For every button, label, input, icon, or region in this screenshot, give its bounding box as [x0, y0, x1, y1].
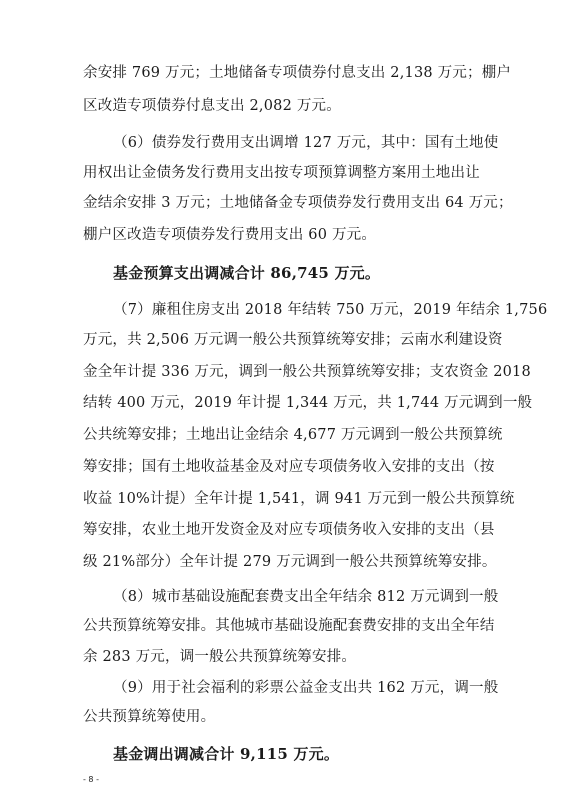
- paragraph-7-start: （7）廉租住房支出 2018 年结转 750 万元，2019 年结余 1,756: [113, 302, 548, 318]
- text-line: 余 283 万元，调一般公共预算统筹安排。: [83, 649, 357, 665]
- text-line: 结转 400 万元，2019 年计提 1,344 万元，共 1,744 万元调到一般: [83, 395, 533, 411]
- fund-transfer-total: 基金调出调减合计 9,115 万元。: [113, 745, 340, 763]
- paragraph-8-start: （8）城市基础设施配套费支出全年结余 812 万元调到一般: [113, 589, 499, 605]
- page-number: - 8 -: [83, 775, 99, 784]
- text-line: 用权出让金债务发行费用支出按专项预算调整方案用土地出让: [83, 165, 480, 181]
- text-line: 筹安排，农业土地开发资金及对应专项债务收入安排的支出（县: [83, 522, 495, 538]
- text-line: 收益 10%计提）全年计提 1,541，调 941 万元到一般公共预算统: [83, 491, 515, 507]
- paragraph-9-start: （9）用于社会福利的彩票公益金支出共 162 万元，调一般: [113, 680, 499, 696]
- text-line: 公共统筹安排；土地出让金结余 4,677 万元调到一般公共预算统: [83, 427, 503, 443]
- text-line: 筹安排；国有土地收益基金及对应专项债务收入安排的支出（按: [83, 459, 495, 475]
- text-line: 万元，共 2,506 万元调一般公共预算统筹安排；云南水利建设资: [83, 332, 503, 348]
- text-line: 公共预算统筹安排。其他城市基础设施配套费安排的支出全年结: [83, 618, 495, 634]
- text-line: 余安排 769 万元；土地储备专项债券付息支出 2,138 万元；棚户: [83, 65, 512, 81]
- text-line: 区改造专项债券付息支出 2,082 万元。: [83, 98, 341, 114]
- text-line: 棚户区改造专项债券发行费用支出 60 万元。: [83, 227, 377, 243]
- fund-budget-expenditure-total: 基金预算支出调减合计 86,745 万元。: [113, 264, 381, 282]
- text-line: 级 21%部分）全年计提 279 万元调到一般公共预算统筹安排。: [83, 554, 497, 570]
- text-line: 金结余安排 3 万元；土地储备金专项债券发行费用支出 64 万元；: [83, 195, 513, 211]
- text-line: 金全年计提 336 万元，调到一般公共预算统筹安排；支农资金 2018: [83, 364, 531, 380]
- paragraph-6-start: （6）债券发行费用支出调增 127 万元，其中：国有土地使: [113, 135, 499, 151]
- text-line: 公共预算统筹使用。: [83, 709, 216, 725]
